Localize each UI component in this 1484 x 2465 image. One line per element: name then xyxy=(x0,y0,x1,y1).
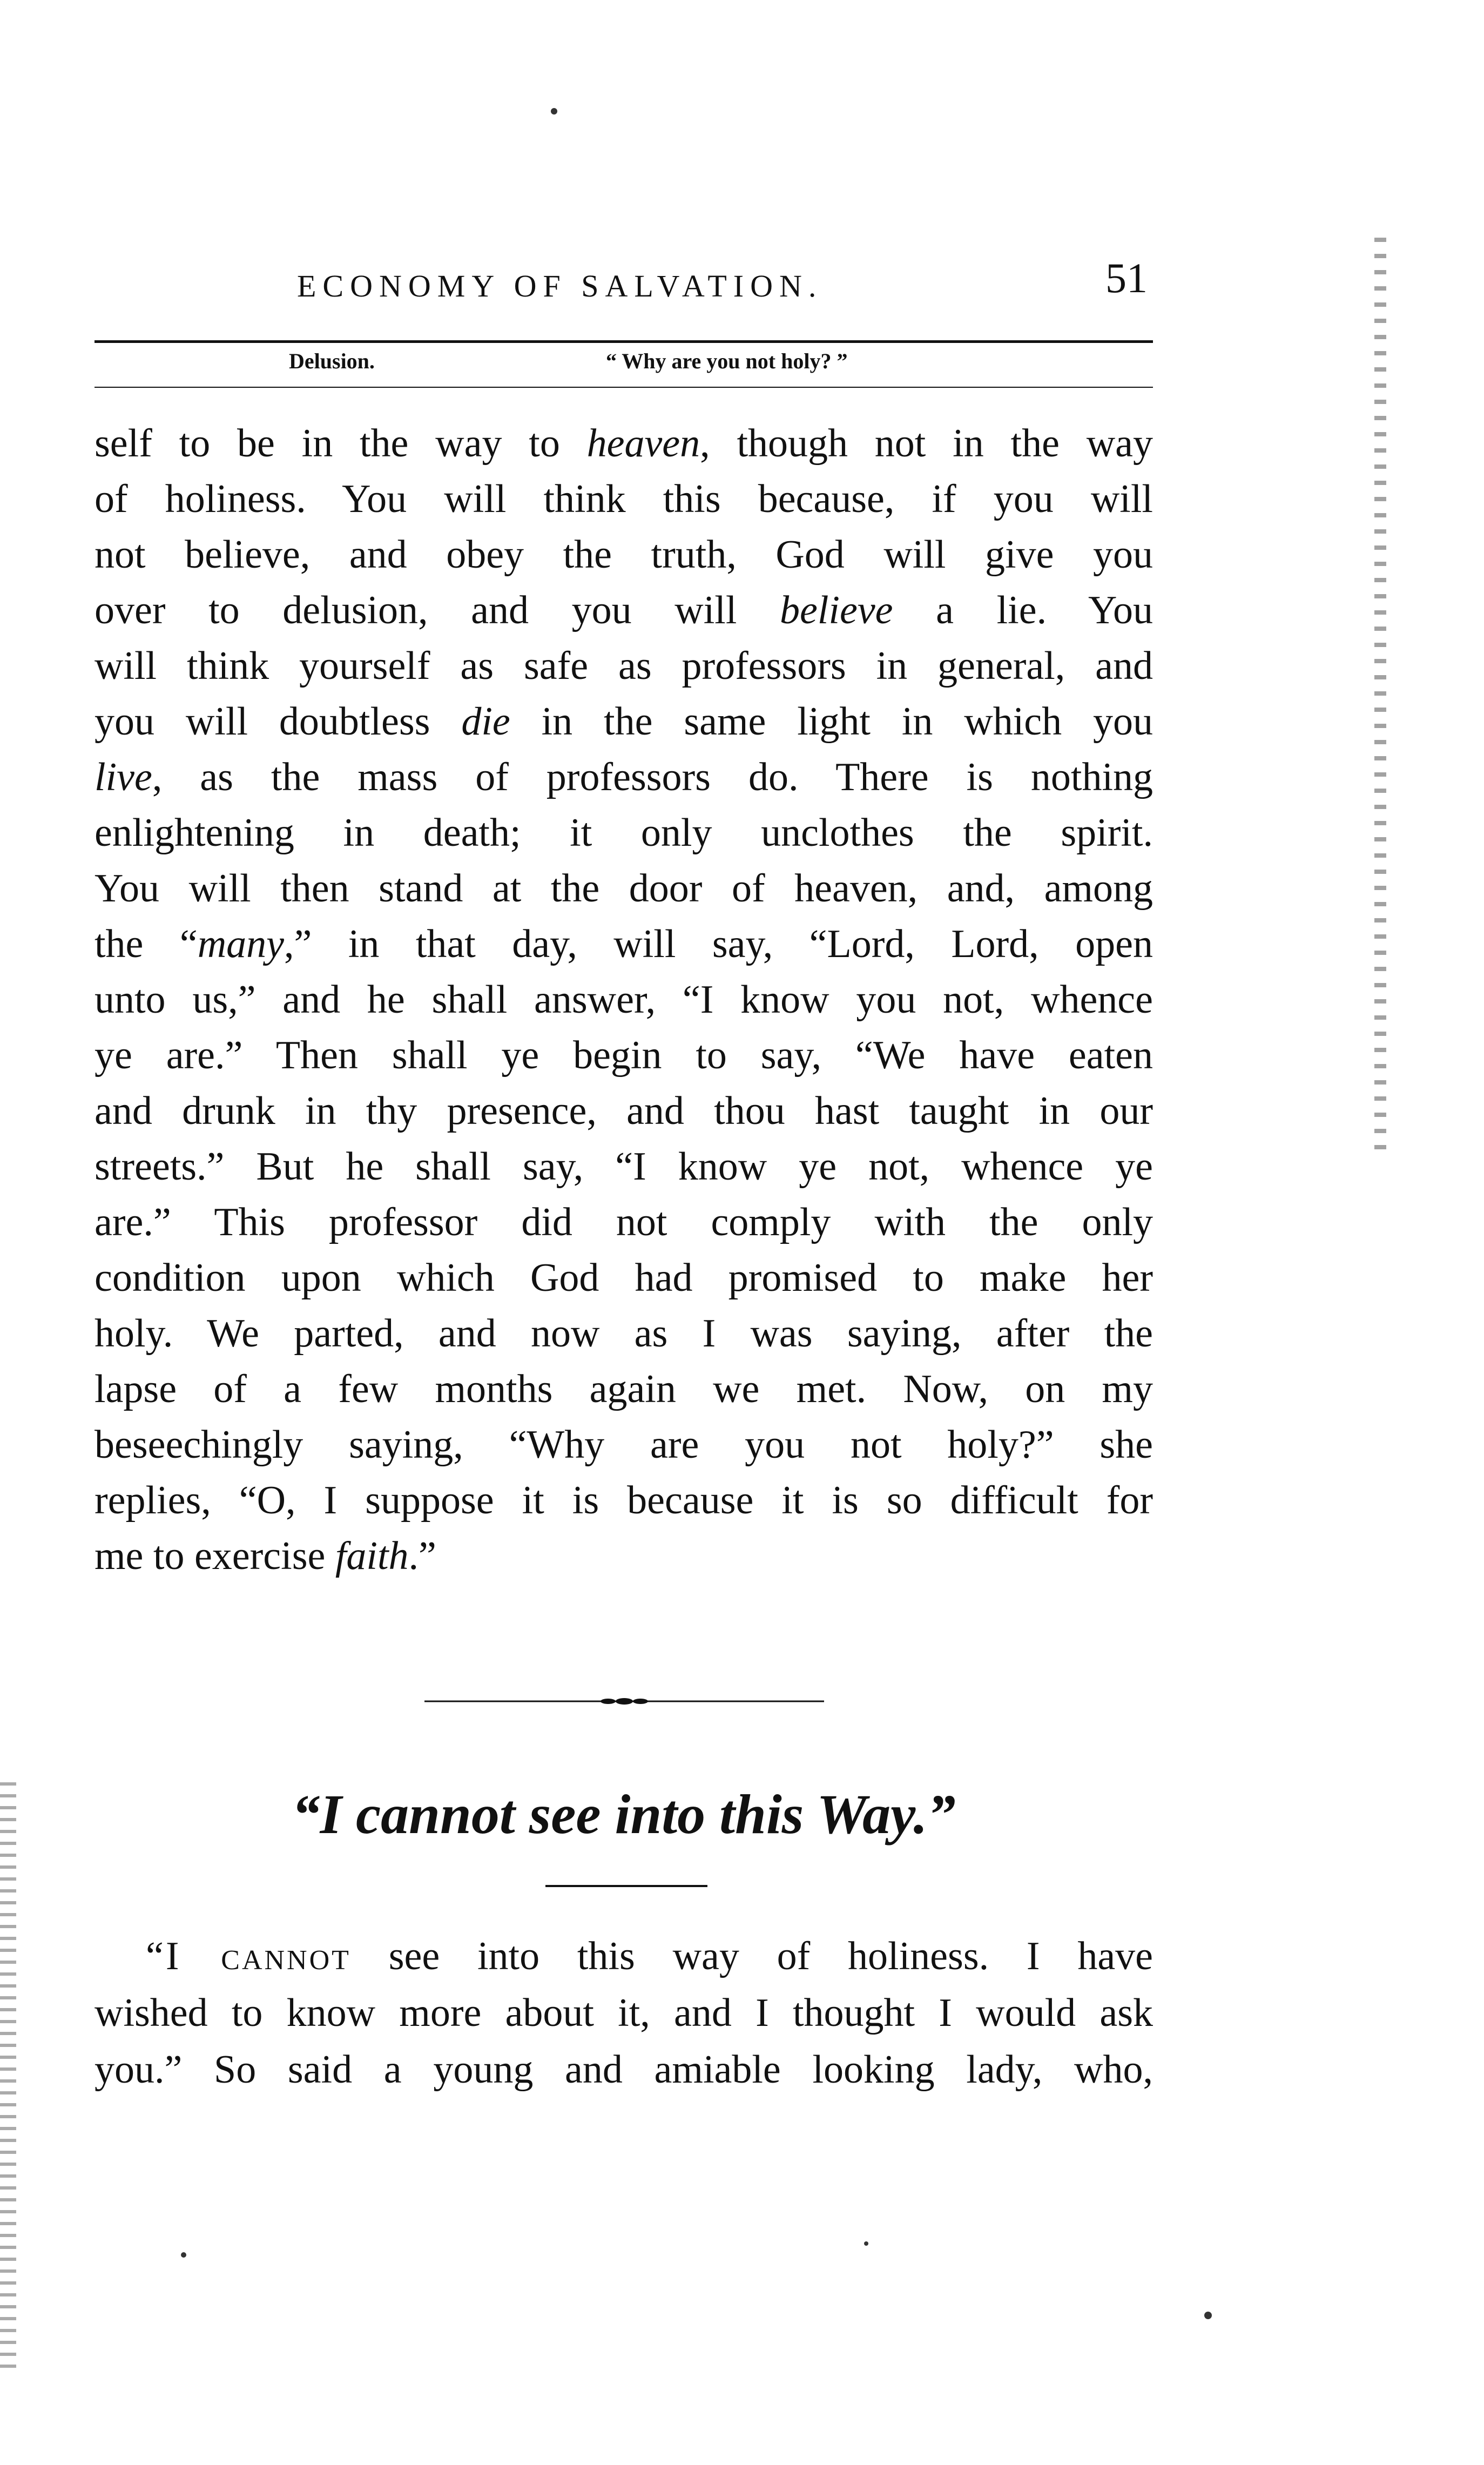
print-speck xyxy=(181,2252,186,2258)
emphasis: heaven xyxy=(586,421,700,466)
title-underline xyxy=(545,1885,707,1887)
paragraph-1-line: unto us,” and he shall answer, “I know you not, whence xyxy=(95,978,1153,1022)
paragraph-1-line: beseechingly saying, “Why are you not holy?” she xyxy=(95,1423,1153,1467)
paragraph-1-line: replies, “O, I suppose it is because it is so difficult for xyxy=(95,1478,1153,1523)
section-title: “I cannot see into this Way.” xyxy=(292,1783,956,1846)
paragraph-1-line: not believe, and obey the truth, God will give you xyxy=(95,533,1153,577)
running-head-title: ECONOMY OF SALVATION. xyxy=(297,268,823,304)
paragraph-2-line: wished to know more about it, and I thought I would ask xyxy=(95,1991,1153,2035)
subhead-left: Delusion. xyxy=(289,349,375,373)
paragraph-2 xyxy=(95,1928,1153,2098)
emphasis: believe xyxy=(780,588,893,632)
paragraph-1-line: self to be in the way to heaven, though not in the way xyxy=(95,421,1153,466)
lead-smallcaps: “I cannot xyxy=(146,1934,351,1978)
right-margin-bleed xyxy=(1374,238,1386,1156)
paragraph-1-line: you will doubtless die in the same light in which you xyxy=(95,699,1153,744)
emphasis: faith xyxy=(335,1534,409,1578)
print-speck xyxy=(1204,2312,1212,2319)
emphasis: live xyxy=(95,755,152,799)
paragraph-2-line xyxy=(95,1928,1153,1985)
paragraph-1-line: and drunk in thy presence, and thou hast taught in our xyxy=(95,1089,1153,1133)
print-speck xyxy=(864,2241,868,2246)
paragraph-1-line: the “many,” in that day, will say, “Lord, Lord, open xyxy=(95,922,1153,966)
paragraph-1-line: You will then stand at the door of heaven, and, among xyxy=(95,866,1153,911)
emphasis: many xyxy=(197,922,285,966)
print-speck xyxy=(551,108,557,115)
paragraph-1-line: lapse of a few months again we met. Now, on my xyxy=(95,1367,1153,1411)
paragraph-1-line: enlightening in death; it only unclothes the spirit. xyxy=(95,811,1153,855)
page-number: 51 xyxy=(1105,254,1148,301)
left-margin-bleed xyxy=(0,1782,16,2376)
running-head xyxy=(95,254,1153,313)
paragraph-1-line: live, as the mass of professors do. There is nothing xyxy=(95,755,1153,799)
paragraph-1-line: of holiness. You will think this because, if you will xyxy=(95,477,1153,521)
paragraph-1 xyxy=(95,416,1153,1584)
paragraph-1-line: condition upon which God had promised to make her xyxy=(95,1256,1153,1300)
subhead-right: “ Why are you not holy? ” xyxy=(606,349,848,373)
paragraph-1-line: streets.” But he shall say, “I know ye not, whence ye xyxy=(95,1144,1153,1189)
paragraph-1-line: holy. We parted, and now as I was saying, after the xyxy=(95,1311,1153,1356)
paragraph-2-line: you.” So said a young and amiable looking lady, who, xyxy=(95,2048,1153,2092)
ornamental-divider xyxy=(424,1698,824,1705)
paragraph-1-line: will think yourself as safe as professors in general, and xyxy=(95,644,1153,688)
header-rule-bottom xyxy=(95,387,1153,388)
paragraph-1-line: over to delusion, and you will believe a lie. You xyxy=(95,588,1153,632)
header-rule-top xyxy=(95,340,1153,343)
emphasis: die xyxy=(461,699,510,744)
paragraph-1-line: are.” This professor did not comply with the only xyxy=(95,1200,1153,1244)
paragraph-1-line: ye are.” Then shall ye begin to say, “We have eaten xyxy=(95,1033,1153,1077)
paragraph-2-line-text: see into this way of holiness. I have xyxy=(350,1934,1154,1978)
paragraph-1-line: me to exercise faith.” xyxy=(95,1534,436,1578)
